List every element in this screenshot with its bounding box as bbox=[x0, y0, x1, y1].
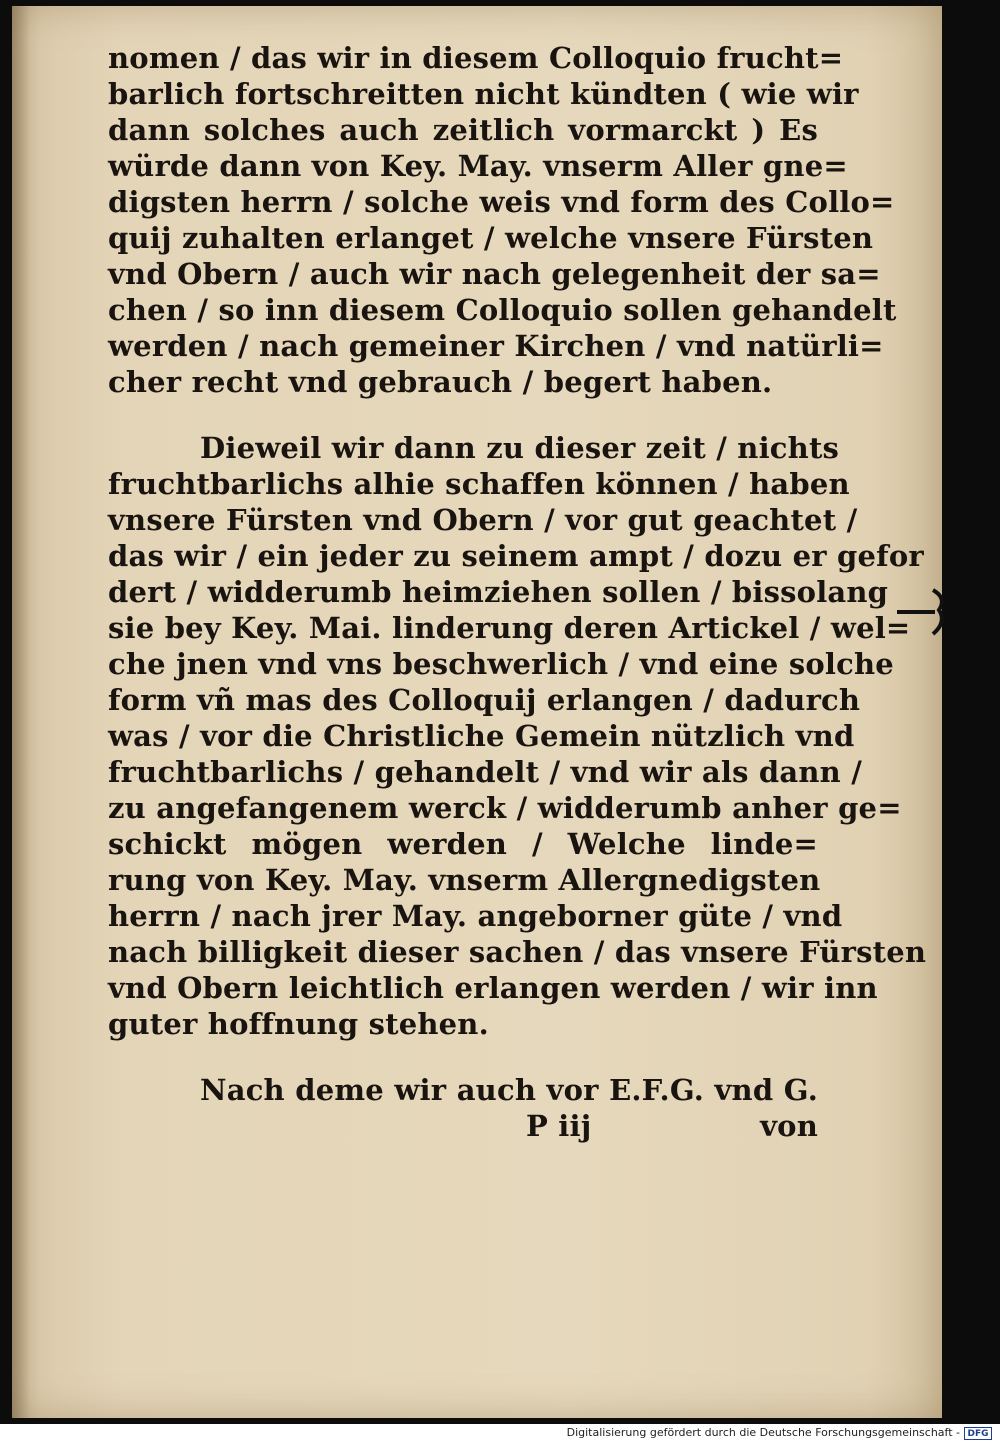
paragraph-2 bbox=[108, 430, 927, 1042]
text-line: form vñ mas des Colloquij erlangen / dadurch bbox=[108, 683, 861, 717]
text-line: rung von Key. May. vnserm Allergnedigsten bbox=[108, 863, 821, 897]
text-line: würde dann von Key. May. vnserm Aller gne= bbox=[108, 149, 848, 183]
text-line: nach billigkeit dieser sachen / das vnsere Fürsten bbox=[108, 935, 927, 969]
footer-bar bbox=[0, 1424, 1000, 1443]
paragraph-1 bbox=[108, 40, 897, 400]
text-line: barlich fortschreitten nicht kündten ( wie wir bbox=[108, 77, 859, 111]
paragraph-3 bbox=[108, 1072, 818, 1108]
text-line: zu angefangenem werck / widderumb anher ge= bbox=[108, 791, 902, 825]
margin-bracket-mark bbox=[895, 584, 951, 640]
text-line: das wir / ein jeder zu seinem ampt / dozu er gefor bbox=[108, 539, 924, 573]
text-line: fruchtbarlichs alhie schaffen können / haben bbox=[108, 467, 850, 501]
text-line: vnsere Fürsten vnd Obern / vor gut geachtet / bbox=[108, 503, 858, 537]
text-line: che jnen vnd vns beschwerlich / vnd eine solche bbox=[108, 647, 894, 681]
text-line: guter hoffnung stehen. bbox=[108, 1007, 489, 1041]
text-line: dert / widderumb heimziehen sollen / bissolang bbox=[108, 575, 889, 609]
text-line: werden / nach gemeiner Kirchen / vnd natürli= bbox=[108, 329, 884, 363]
text-line: vnd Obern / auch wir nach gelegenheit der sa= bbox=[108, 257, 881, 291]
text-line: herrn / nach jrer May. angeborner güte / vnd bbox=[108, 899, 843, 933]
text-line: digsten herrn / solche weis vnd form des Collo= bbox=[108, 185, 895, 219]
dfg-logo: DFG bbox=[964, 1427, 992, 1440]
funding-credit: Digitalisierung gefördert durch die Deutsche Forschungsgemeinschaft - bbox=[566, 1426, 960, 1439]
book-page bbox=[12, 6, 942, 1418]
text-line: Dieweil wir dann zu dieser zeit / nichts bbox=[200, 431, 840, 465]
text-line: Nach deme wir auch vor E.F.G. vnd G. bbox=[200, 1073, 818, 1107]
page-text bbox=[108, 40, 927, 1144]
catchword: von bbox=[760, 1109, 818, 1143]
bracket-icon bbox=[895, 584, 951, 640]
signature-line bbox=[108, 1108, 818, 1144]
paragraph-gap bbox=[108, 1042, 818, 1072]
text-line: schickt mögen werden / Welche linde= bbox=[108, 827, 818, 861]
text-line: chen / so inn diesem Colloquio sollen gehandelt bbox=[108, 293, 897, 327]
paragraph-gap bbox=[108, 400, 818, 430]
text-line: was / vor die Christliche Gemein nützlich vnd bbox=[108, 719, 855, 753]
text-line: quij zuhalten erlanget / welche vnsere Fürsten bbox=[108, 221, 874, 255]
signature-mark: P iij bbox=[526, 1109, 592, 1143]
text-line: fruchtbarlichs / gehandelt / vnd wir als dann / bbox=[108, 755, 863, 789]
text-line: vnd Obern leichtlich erlangen werden / wir inn bbox=[108, 971, 878, 1005]
text-line: dann solches auch zeitlich vormarckt ) Es bbox=[108, 113, 818, 147]
text-line: nomen / das wir in diesem Colloquio frucht= bbox=[108, 41, 844, 75]
text-line: sie bey Key. Mai. linderung deren Artickel / wel= bbox=[108, 611, 911, 645]
text-line: cher recht vnd gebrauch / begert haben. bbox=[108, 365, 773, 399]
